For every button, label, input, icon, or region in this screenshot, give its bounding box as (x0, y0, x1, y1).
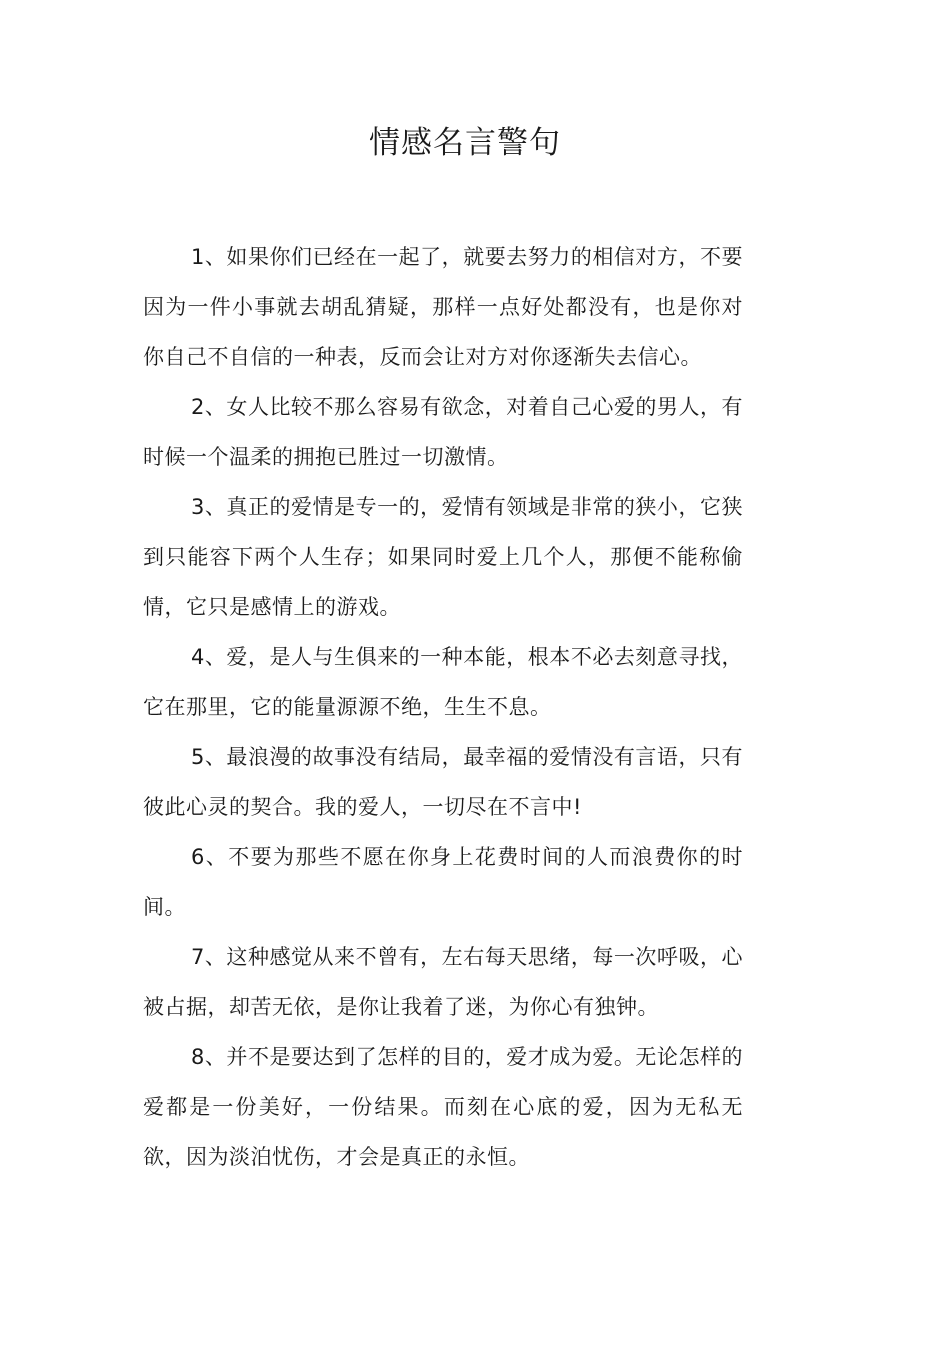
quote-paragraph-2: 2、女人比较不那么容易有欲念，对着自己心爱的男人，有时候一个温柔的拥抱已胜过一切激情。 (143, 395, 743, 469)
quote-paragraph-8: 8、并不是要达到了怎样的目的，爱才成为爱。无论怎样的爱都是一份美好，一份结果。而刻在心底的爱，因为无私无欲，因为淡泊忧伤，才会是真正的永恒。 (143, 1045, 743, 1169)
quote-paragraph-6: 6、不要为那些不愿在你身上花费时间的人而浪费你的时间。 (143, 845, 743, 919)
document-title: 情感名言警句 (369, 125, 561, 161)
quote-paragraph-4: 4、爱，是人与生俱来的一种本能，根本不必去刻意寻找，它在那里，它的能量源源不绝，生生不息。 (143, 645, 743, 719)
quote-paragraph-1: 1、如果你们已经在一起了，就要去努力的相信对方，不要因为一件小事就去胡乱猜疑，那样一点好处都没有，也是你对你自己不自信的一种表，反而会让对方对你逐渐失去信心。 (143, 245, 743, 369)
quote-paragraph-7: 7、这种感觉从来不曾有，左右每天思绪，每一次呼吸，心被占据，却苦无依，是你让我着了迷，为你心有独钟。 (143, 945, 743, 1019)
quote-paragraph-5: 5、最浪漫的故事没有结局，最幸福的爱情没有言语，只有彼此心灵的契合。我的爱人，一切尽在不言中! (143, 745, 743, 819)
document-body (143, 232, 743, 1182)
quote-paragraph-3: 3、真正的爱情是专一的，爱情有领域是非常的狭小，它狭到只能容下两个人生存；如果同时爱上几个人，那便不能称偷情，它只是感情上的游戏。 (143, 495, 743, 619)
